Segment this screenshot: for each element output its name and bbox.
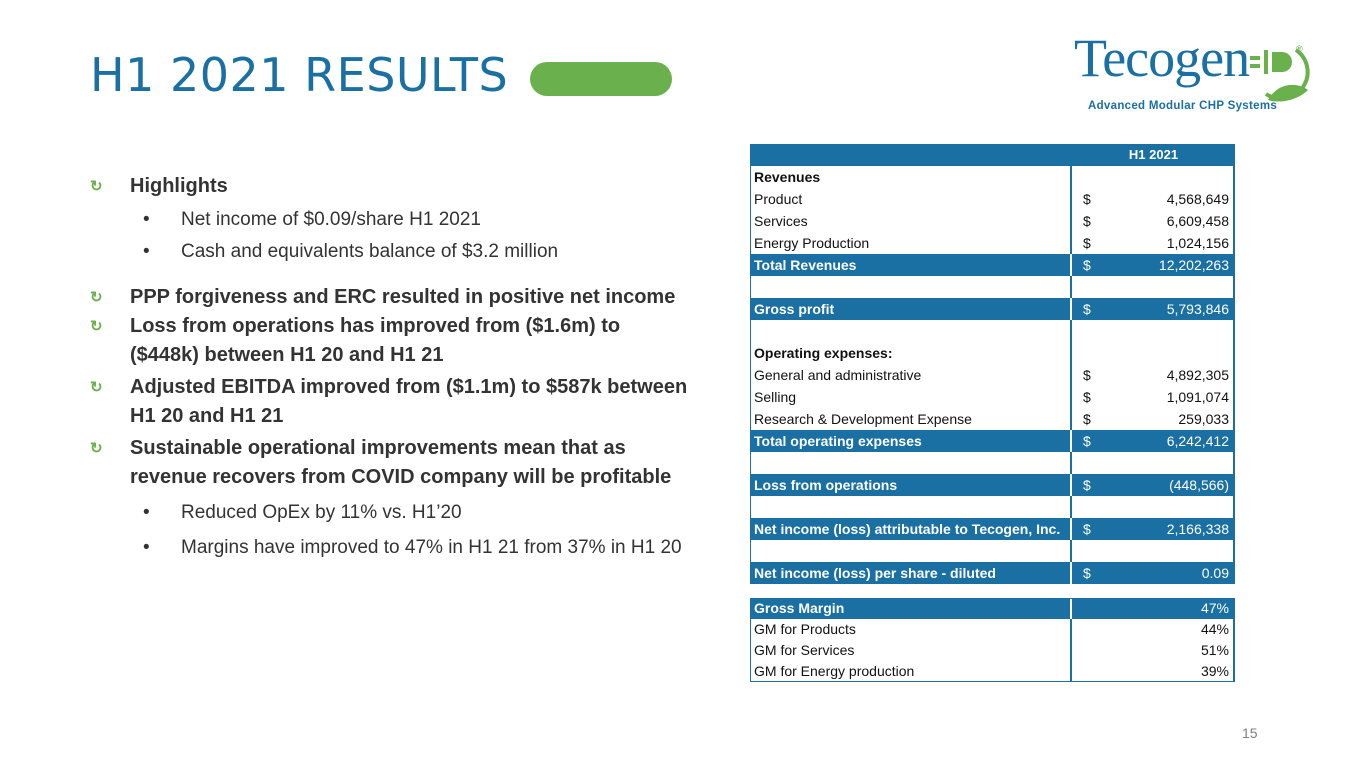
row-value: 1,024,156 [1166, 235, 1229, 251]
margin-label: GM for Energy production [754, 663, 915, 679]
row-label: Operating expenses: [754, 345, 893, 361]
bullet-ebitda: ↻ Adjusted EBITDA improved from ($1.1m) to $587k between H1 20 and H1 21 [90, 373, 690, 431]
plug-leaf-icon [1244, 28, 1334, 132]
bullet-arrow-icon: ↻ [90, 379, 103, 396]
margin-row [750, 640, 1235, 661]
row-label: Net income (loss) per share - diluted [754, 565, 996, 581]
bullet-arrow-icon: ↻ [90, 289, 103, 306]
row-label: Net income (loss) attributable to Tecogen, Inc. [754, 521, 1061, 537]
page-number: 15 [1242, 725, 1258, 741]
bullet-dot-icon: • [143, 241, 150, 262]
row-currency: $ [1083, 411, 1091, 427]
row-currency: $ [1083, 301, 1091, 317]
bullet-arrow-icon: ↻ [90, 178, 103, 195]
table-row [750, 474, 1235, 496]
bullet-arrow-icon: ↻ [90, 440, 103, 457]
margin-row [750, 661, 1235, 682]
margin-value: 39% [1200, 663, 1229, 679]
row-currency: $ [1083, 433, 1091, 449]
row-currency: $ [1083, 521, 1091, 537]
column-header-h1-2021: H1 2021 [1128, 147, 1179, 162]
row-currency: $ [1083, 235, 1091, 251]
income-statement-rows [750, 166, 1235, 584]
row-label: Total Revenues [754, 257, 857, 273]
table-row [750, 254, 1235, 276]
row-currency: $ [1083, 389, 1091, 405]
table-row [750, 166, 1235, 188]
row-value: 5,793,846 [1166, 301, 1229, 317]
row-label: Loss from operations [754, 477, 898, 493]
table-row [750, 496, 1235, 518]
margin-rows [750, 598, 1235, 682]
row-currency: $ [1083, 213, 1091, 229]
row-value: 4,892,305 [1166, 367, 1229, 383]
logo-tagline: Advanced Modular CHP Systems [1088, 100, 1278, 112]
sub-bullet-net-income: • Net income of $0.09/share H1 2021 [90, 205, 690, 234]
table-row [750, 364, 1235, 386]
row-value: 6,242,412 [1166, 433, 1229, 449]
financial-table [750, 144, 1235, 682]
table-row [750, 452, 1235, 474]
row-currency: $ [1083, 257, 1091, 273]
row-label: Total operating expenses [754, 433, 922, 449]
bullet-sustainable: ↻ Sustainable operational improvements mean that as revenue recovers from COVID company will be profitable [90, 434, 690, 492]
table-row [750, 430, 1235, 452]
margin-label: Gross Margin [754, 600, 845, 616]
row-label: Services [754, 213, 808, 229]
table-row [750, 518, 1235, 540]
margin-value: 44% [1200, 621, 1229, 637]
margin-label: GM for Services [754, 642, 855, 658]
table-row [750, 298, 1235, 320]
logo-registered-mark: ® [1296, 44, 1303, 54]
table-row [750, 562, 1235, 584]
table-row [750, 232, 1235, 254]
sub-bullet-cash: • Cash and equivalents balance of $3.2 million [90, 237, 690, 266]
row-value: 0.09 [1201, 565, 1229, 581]
table-row [750, 210, 1235, 232]
table-row [750, 386, 1235, 408]
table-row [750, 342, 1235, 364]
row-currency: $ [1083, 191, 1091, 207]
row-label: Revenues [754, 169, 821, 185]
bullet-dot-icon: • [143, 537, 150, 558]
margin-value: 51% [1200, 642, 1229, 658]
table-row [750, 320, 1235, 342]
margin-row [750, 598, 1235, 619]
row-label: Selling [754, 389, 797, 405]
table-row [750, 188, 1235, 210]
sub-bullet-margins: • Margins have improved to 47% in H1 21 from 37% in H1 20 [90, 533, 690, 562]
table-row [750, 540, 1235, 562]
row-label: Research & Development Expense [754, 411, 972, 427]
bullet-ppp: ↻ PPP forgiveness and ERC resulted in positive net income [90, 283, 690, 312]
row-value: 12,202,263 [1158, 257, 1229, 273]
highlights-list [90, 170, 690, 562]
row-value: 259,033 [1178, 411, 1229, 427]
table-row [750, 276, 1235, 298]
row-currency: $ [1083, 477, 1091, 493]
bullet-arrow-icon: ↻ [90, 318, 103, 335]
tecogen-logo [1072, 28, 1334, 132]
table-header [750, 144, 1235, 166]
row-currency: $ [1083, 367, 1091, 383]
bullet-dot-icon: • [143, 502, 150, 523]
margin-row [750, 619, 1235, 640]
green-accent-pill [530, 62, 672, 96]
row-value: 2,166,338 [1166, 521, 1229, 537]
bullet-dot-icon: • [143, 209, 150, 230]
logo-wordmark: Tecogen [1074, 28, 1250, 88]
row-label: General and administrative [754, 367, 922, 383]
row-value: 1,091,074 [1166, 389, 1229, 405]
margin-value: 47% [1200, 600, 1229, 616]
row-value: 6,609,458 [1166, 213, 1229, 229]
slide-title: H1 2021 RESULTS [90, 48, 509, 102]
row-label: Gross profit [754, 301, 835, 317]
row-value: (448,566) [1169, 477, 1229, 493]
bullet-highlights: ↻ Highlights [90, 172, 690, 201]
table-row [750, 408, 1235, 430]
bullet-loss-operations: ↻ Loss from operations has improved from ($1.6m) to ($448k) between H1 20 and H1 21 [90, 312, 690, 370]
row-currency: $ [1083, 565, 1091, 581]
sub-bullet-opex: • Reduced OpEx by 11% vs. H1’20 [90, 498, 690, 527]
row-label: Energy Production [754, 235, 870, 251]
row-value: 4,568,649 [1166, 191, 1229, 207]
row-label: Product [754, 191, 803, 207]
margin-label: GM for Products [754, 621, 856, 637]
